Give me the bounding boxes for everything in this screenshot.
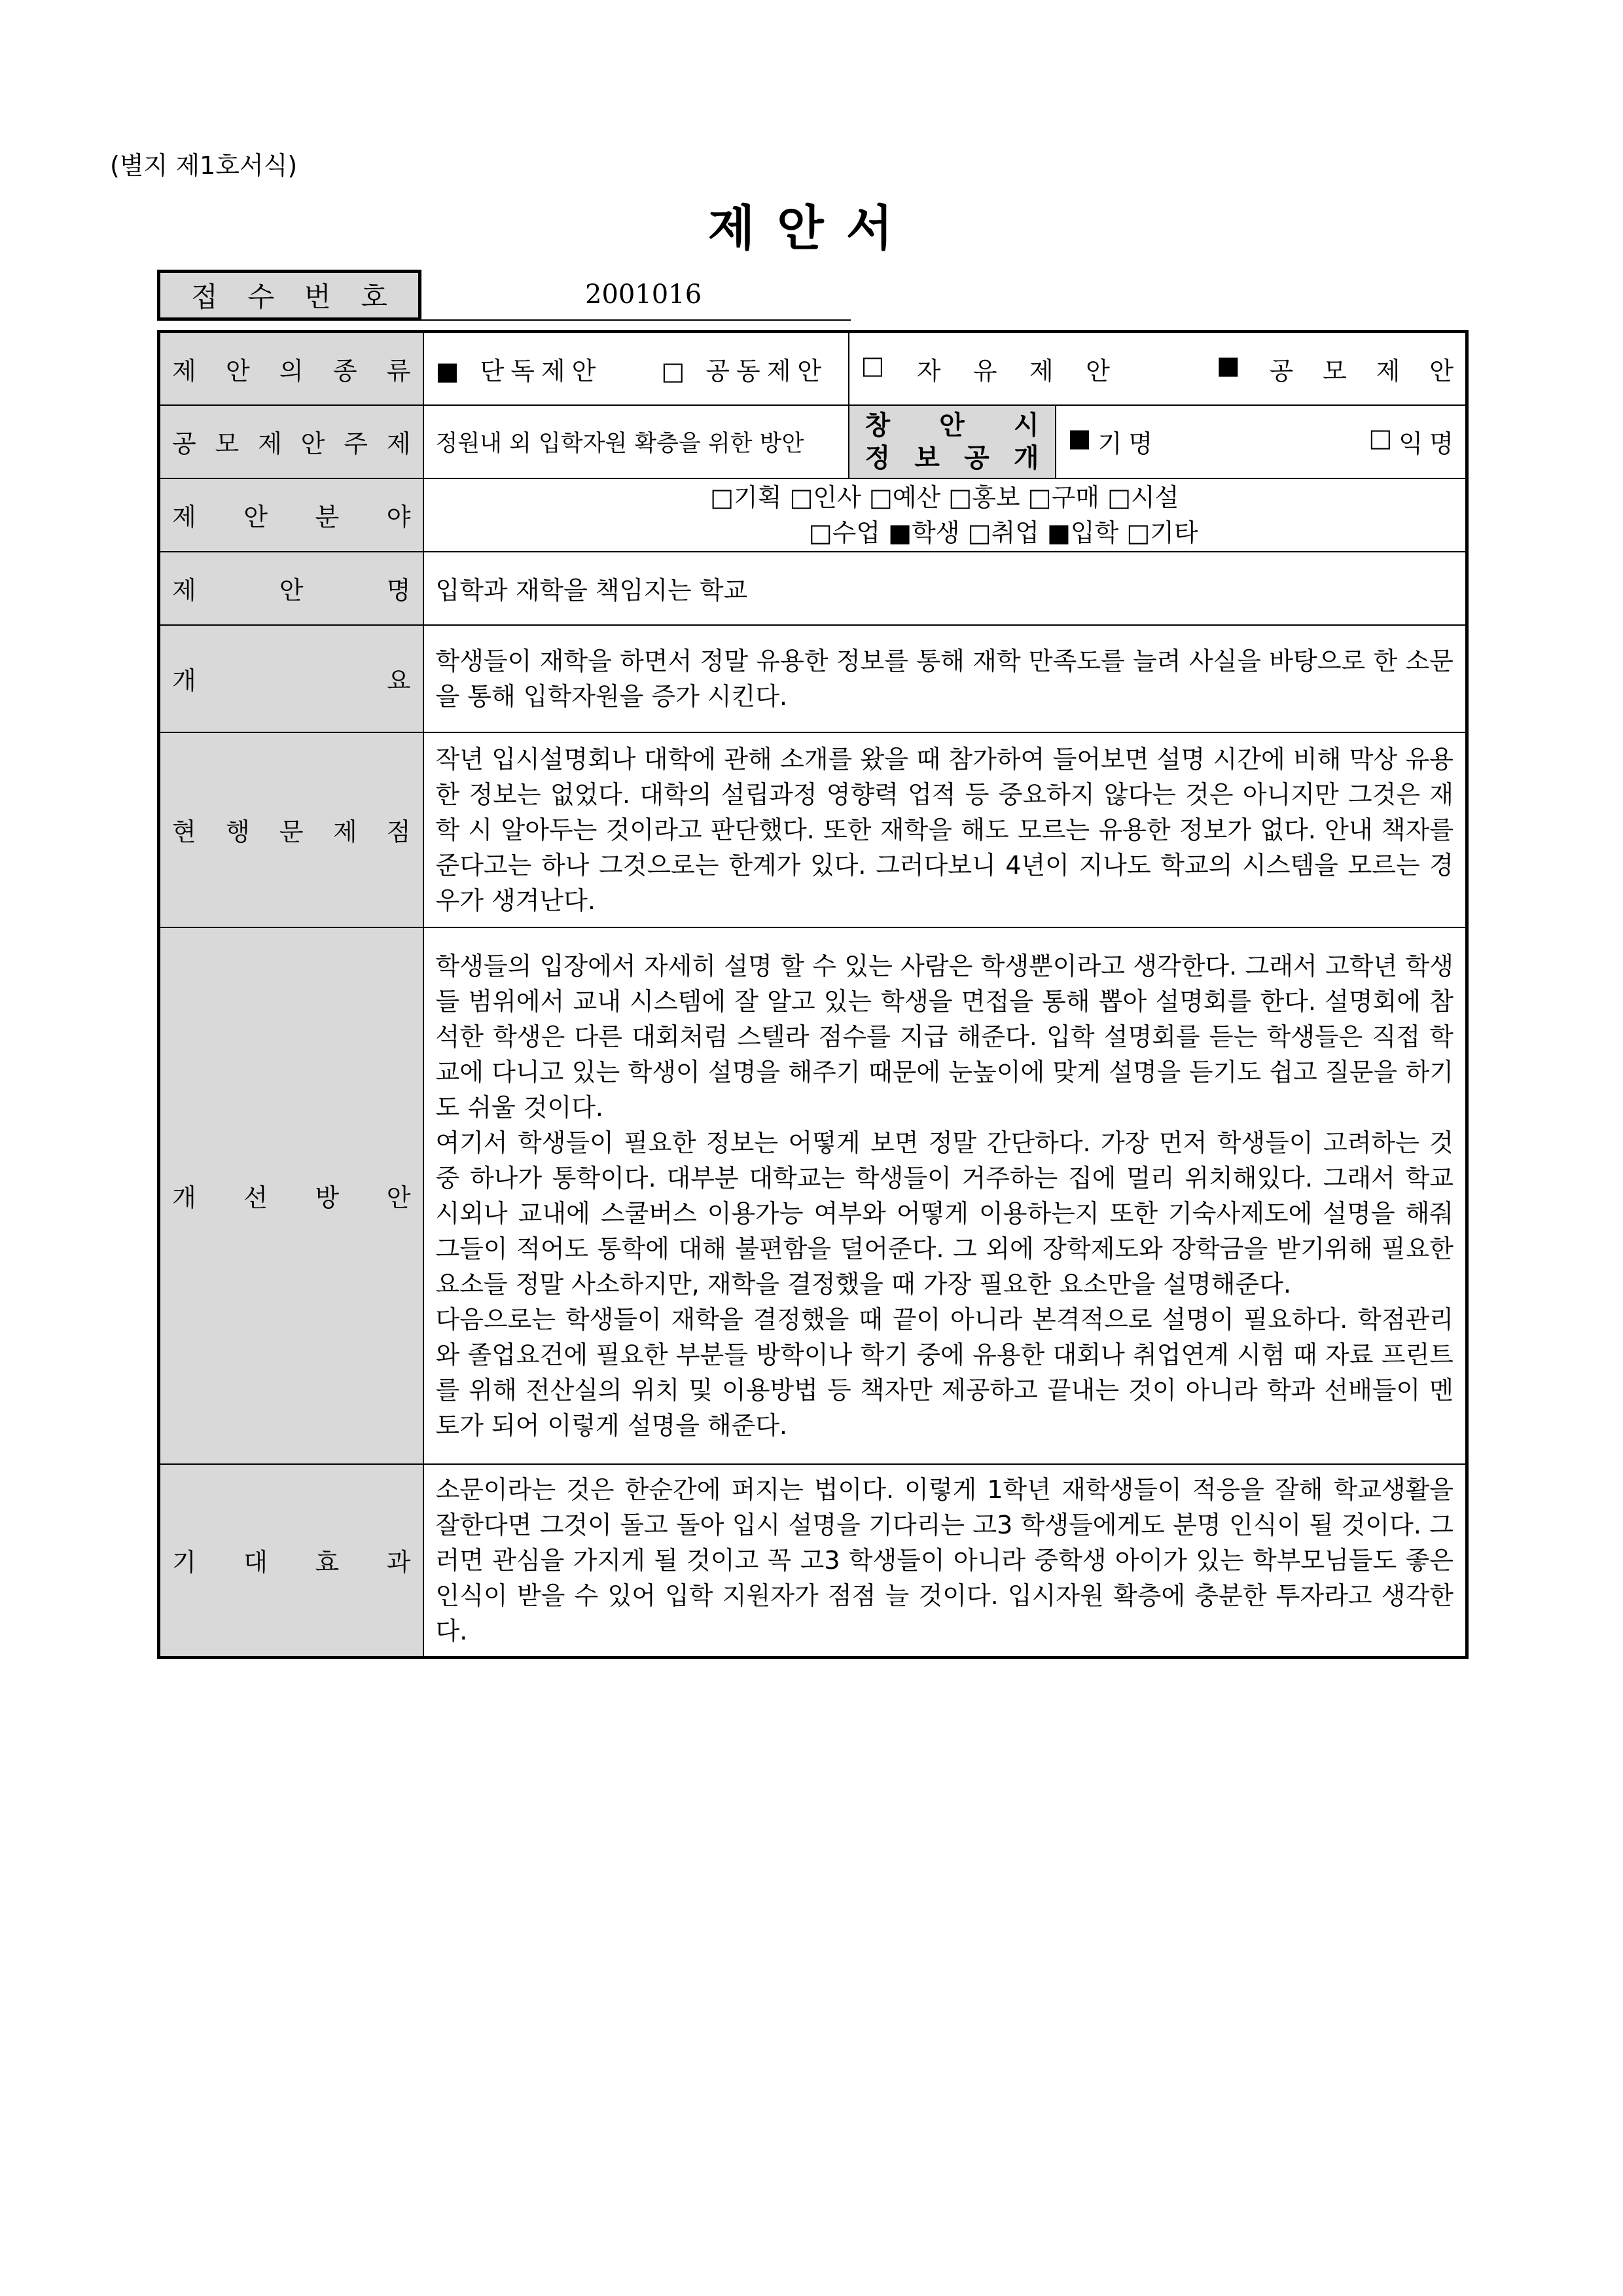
proposal-name-label: 제 안 명 xyxy=(172,576,411,605)
improvement-paragraph-3: 다음으로는 학생들이 재학을 결정했을 때 끝이 아니라 본격적으로 설명이 필요하다. 학점관리와 졸업요건에 필요한 부분들 방학이나 학기 중에 유용한 대회나 취업연계 시험 때 자료 프린트를 위해 전산실의 위치 및 이용방법 등 책자만 제공하고 끝내는 것이 아니라 학과 선배들이 멘토가 되어 이렇게 설명을 해준다. xyxy=(435,1304,1454,1440)
disclosure-label-line1: 창 안 시 xyxy=(865,410,1039,440)
contest-topic-label: 공 모 제 안 주 제 xyxy=(172,429,411,458)
proposal-type-label: 제 안 의 종 류 xyxy=(172,356,411,386)
form-number-label: (별지 제1호서식) xyxy=(110,151,298,180)
improvement-paragraph-1: 학생들의 입장에서 자세히 설명 할 수 있는 사람은 학생뿐이라고 생각한다. 그래서 고학년 학생들 범위에서 교내 시스템에 잘 알고 있는 학생을 면접을 통해 뽑아 설명회를 한다. 설명회에 참석한 학생은 다른 대회처럼 스텔라 점수를 지급 해준다. 입학 설명회를 듣는 학생들은 직접 학교에 다니고 있는 학생이 설명을 해주기 때문에 눈높이에 맞게 설명을 듣기도 쉽고 질문을 하기도 쉬울 것이다. xyxy=(435,951,1454,1122)
current-problems-label: 현 행 문 제 점 xyxy=(172,817,411,846)
disclosure-label-cell xyxy=(849,405,1056,478)
label-cell xyxy=(159,1464,423,1658)
label-cell xyxy=(159,332,423,405)
summary-value[interactable]: 학생들이 재학을 하면서 정말 유용한 정보를 통해 재학 만족도를 늘려 사실을 바탕으로 한 소문을 통해 입학자원을 증가 시킨다. xyxy=(423,625,1467,732)
label-cell xyxy=(159,732,423,927)
checkbox-individual-proposal[interactable]: ■ 단독제안 xyxy=(435,356,603,386)
label-cell xyxy=(159,927,423,1464)
receipt-number-label xyxy=(157,270,421,321)
improvement-paragraph-2: 여기서 학생들이 필요한 정보는 어떻게 보면 정말 간단하다. 가장 먼저 학생들이 고려하는 것 중 하나가 통학이다. 대부분 대학교는 학생들이 거주하는 집에 멀리 위치해있다. 그래서 학교 시외나 교내에 스쿨버스 이용가능 여부와 어떻게 이용하는지 또한 기숙사제도에 설명을 해줘 그들이 적어도 통학에 대해 불편함을 덜어준다. 그 외에 장학제도와 장학금을 받기위해 필요한 요소들 정말 사소하지만, 재학을 결정했을 때 가장 필요한 요소만을 설명해준다. xyxy=(435,1128,1454,1299)
receipt-number-value[interactable]: 2001016 xyxy=(421,270,851,321)
improvement-plan-value[interactable] xyxy=(423,927,1467,1464)
proposal-form-table xyxy=(157,330,1469,1659)
receipt-number-label-text: 접 수 번 호 xyxy=(191,281,387,313)
label-cell xyxy=(159,478,423,552)
type-free-contest-cell xyxy=(849,332,1467,405)
row-improvement-plan xyxy=(159,927,1467,1464)
checkbox-free-proposal[interactable]: □ 자 유 제 안 xyxy=(861,350,1110,386)
checkbox-named[interactable]: ■ 기 명 xyxy=(1067,423,1153,458)
document-title: 제안서 xyxy=(707,200,916,257)
proposal-field-options[interactable] xyxy=(423,478,1467,552)
checkbox-anonymous[interactable]: □ 익 명 xyxy=(1368,423,1454,458)
label-cell xyxy=(159,405,423,478)
label-cell xyxy=(159,625,423,732)
field-options-line2: □수업 ■학생 □취업 ■입학 □기타 xyxy=(808,518,1198,547)
expected-effect-value[interactable]: 소문이라는 것은 한순간에 퍼지는 법이다. 이렇게 1학년 재학생들이 적응을 잘해 학교생활을 잘한다면 그것이 돌고 돌아 입시 설명을 기다리는 고3 학생들에게도 분명 인식이 될 것이다. 그러면 관심을 가지게 될 것이고 꼭 고3 학생들이 아니라 중학생 아이가 있는 학부모님들도 좋은 인식이 받을 수 있어 입학 지원자가 점점 늘 것이다. 입시자원 확층에 충분한 투자라고 생각한다. xyxy=(423,1464,1467,1658)
checkbox-joint-proposal[interactable]: □ 공동제안 xyxy=(661,356,829,386)
row-proposal-type xyxy=(159,332,1467,405)
proposal-name-value[interactable]: 입학과 재학을 책임지는 학교 xyxy=(423,552,1467,625)
row-expected-effect xyxy=(159,1464,1467,1658)
summary-label: 개 요 xyxy=(172,666,411,695)
field-options-line1: □기획 □인사 □예산 □홍보 □구매 □시설 xyxy=(710,482,1179,512)
disclosure-label-line2: 정 보 공 개 xyxy=(865,442,1039,473)
type-individual-group-cell xyxy=(423,332,849,405)
label-cell xyxy=(159,552,423,625)
row-proposal-name xyxy=(159,552,1467,625)
row-proposal-field xyxy=(159,478,1467,552)
row-current-problems xyxy=(159,732,1467,927)
expected-effect-label: 기 대 효 과 xyxy=(172,1548,411,1577)
improvement-plan-label: 개 선 방 안 xyxy=(172,1183,411,1212)
contest-topic-value[interactable]: 정원내 외 입학자원 확층을 위한 방안 xyxy=(423,405,849,478)
checkbox-contest-proposal[interactable]: ■ 공 모 제 안 xyxy=(1216,350,1454,386)
proposal-field-label: 제 안 분 야 xyxy=(172,503,411,531)
row-contest-topic xyxy=(159,405,1467,478)
current-problems-value[interactable]: 작년 입시설명회나 대학에 관해 소개를 왔을 때 참가하여 들어보면 설명 시간에 비해 막상 유용한 정보는 없었다. 대학의 설립과정 영향력 업적 등 중요하지 않다는 것은 아니지만 그것은 재학 시 알아두는 것이라고 판단했다. 또한 재학을 해도 모르는 유용한 정보가 없다. 안내 책자를 준다고는 하나 그것으로는 한계가 있다. 그러다보니 4년이 지나도 학교의 시스템을 모르는 경우가 생겨난다. xyxy=(423,732,1467,927)
disclosure-options-cell xyxy=(1056,405,1467,478)
row-summary xyxy=(159,625,1467,732)
